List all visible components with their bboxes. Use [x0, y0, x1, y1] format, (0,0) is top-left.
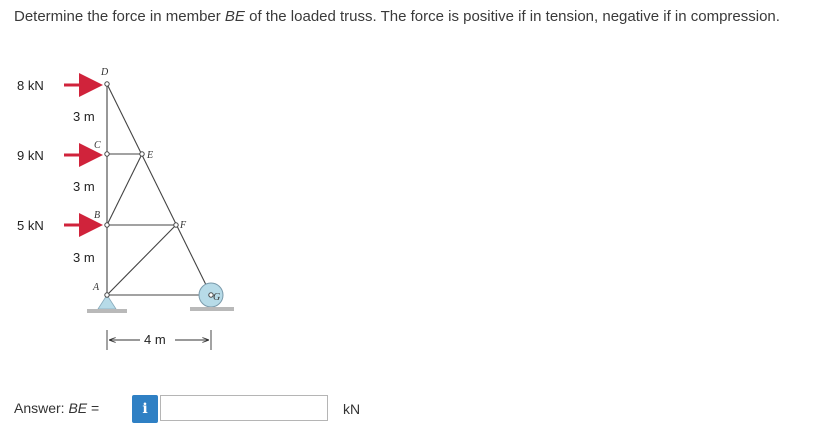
info-icon[interactable]: i: [132, 395, 158, 423]
member-be: [107, 154, 142, 225]
dim-label-middle: 3 m: [73, 179, 95, 194]
node-label-b: B: [94, 210, 101, 221]
question-member: BE: [224, 8, 245, 25]
force-label-8kn: 8 kN: [17, 78, 44, 93]
member-dg: [107, 84, 211, 295]
force-label-9kn: 9 kN: [17, 148, 44, 163]
joint-a: [105, 293, 109, 297]
truss-members: [107, 84, 211, 295]
unit-label: kN: [343, 401, 361, 417]
truss-diagram: [0, 55, 300, 355]
dim-label-lower: 3 m: [73, 250, 95, 265]
joint-f: [174, 223, 178, 227]
joint-d: [105, 82, 109, 86]
force-label-5kn: 5 kN: [17, 218, 44, 233]
node-label-d: D: [101, 67, 109, 78]
dim-label-horizontal: 4 m: [144, 332, 166, 347]
node-label-c: C: [94, 140, 101, 151]
member-af: [107, 225, 176, 295]
dim-label-upper: 3 m: [73, 109, 95, 124]
node-label-g: G: [213, 292, 221, 303]
answer-input[interactable]: [160, 395, 328, 421]
question-text: [14, 8, 780, 25]
node-label-f: F: [180, 220, 187, 231]
node-label-e: E: [147, 150, 154, 161]
truss-figure: [0, 55, 300, 355]
support-a: [87, 295, 127, 313]
joint-b: [105, 223, 109, 227]
force-arrows: [64, 85, 100, 225]
question-part1: Determine the force in member: [14, 8, 225, 25]
answer-label: Answer: BE =: [14, 400, 100, 416]
question-part2: of the loaded truss. The force is positive if in tension, negative if in compression.: [244, 8, 780, 25]
joint-c: [105, 152, 109, 156]
node-label-a: A: [93, 282, 100, 293]
joint-e: [140, 152, 144, 156]
